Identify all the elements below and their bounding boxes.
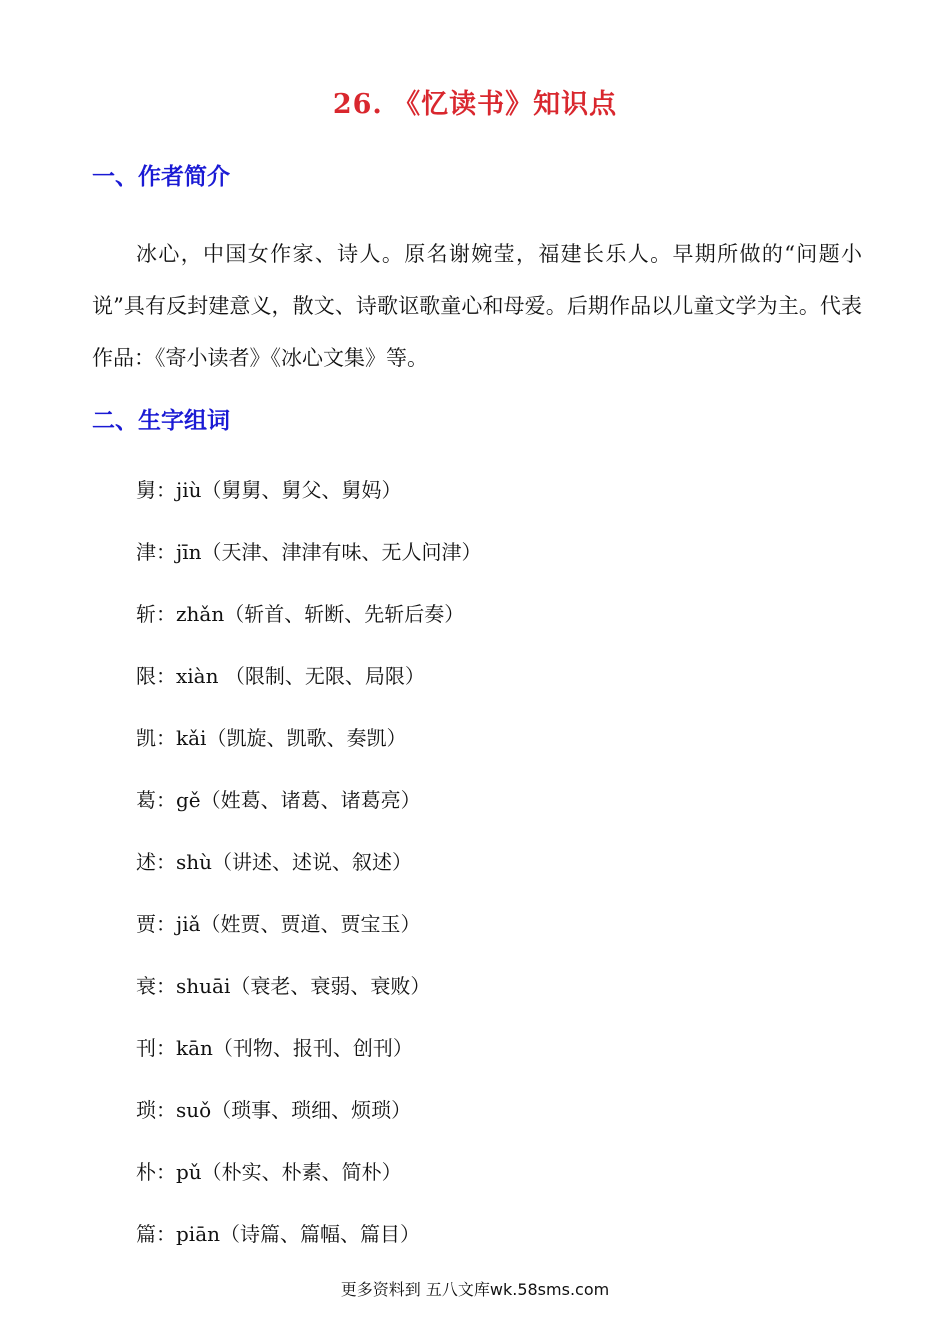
vocab-item-suo: 琐：suǒ（琐事、琐细、烦琐） [136, 1098, 412, 1122]
vocab-item-jiu: 舅：jiù（舅舅、舅父、舅妈） [136, 478, 402, 502]
page-title: 26. 《忆读书》知识点 [332, 89, 618, 120]
vocab-item-jin: 津：jīn（天津、津津有味、无人问津） [136, 540, 482, 564]
vocab-item-kai: 凯：kǎi（凯旋、凯歌、奏凯） [136, 726, 407, 750]
section-heading-author: 一、作者简介 [92, 164, 230, 190]
vocab-item-xian: 限：xiàn （限制、无限、局限） [136, 664, 425, 688]
vocab-item-shuai: 衰：shuāi（衰老、衰弱、衰败） [136, 974, 431, 998]
vocab-item-kan: 刊：kān（刊物、报刊、创刊） [136, 1036, 413, 1060]
vocab-item-ge: 葛：gě（姓葛、诸葛、诸葛亮） [136, 788, 421, 812]
vocab-item-pu: 朴：pǔ（朴实、朴素、简朴） [136, 1160, 402, 1184]
section-heading-vocabulary: 二、生字组词 [92, 408, 230, 434]
footer-link-text[interactable]: 更多资料到 五八文库wk.58sms.com [340, 1280, 610, 1299]
vocab-item-jia: 贾：jiǎ（姓贾、贾道、贾宝玉） [136, 912, 421, 936]
vocab-item-pian: 篇：piān（诗篇、篇幅、篇目） [136, 1222, 421, 1246]
vocab-item-zhan: 斩：zhǎn（斩首、斩断、先斩后奏） [136, 602, 465, 626]
author-intro-paragraph: 冰心，中国女作家、诗人。原名谢婉莹，福建长乐人。早期所做的“问题小说”具有反封建意义，散文、诗歌讴歌童心和母爱。后期作品以儿童文学为主。代表作品：《寄小读者》《冰心文集》等。 [92, 242, 862, 370]
vocabulary-list [136, 470, 481, 1276]
vocab-item-shu: 述：shù（讲述、述说、叙述） [136, 850, 413, 874]
